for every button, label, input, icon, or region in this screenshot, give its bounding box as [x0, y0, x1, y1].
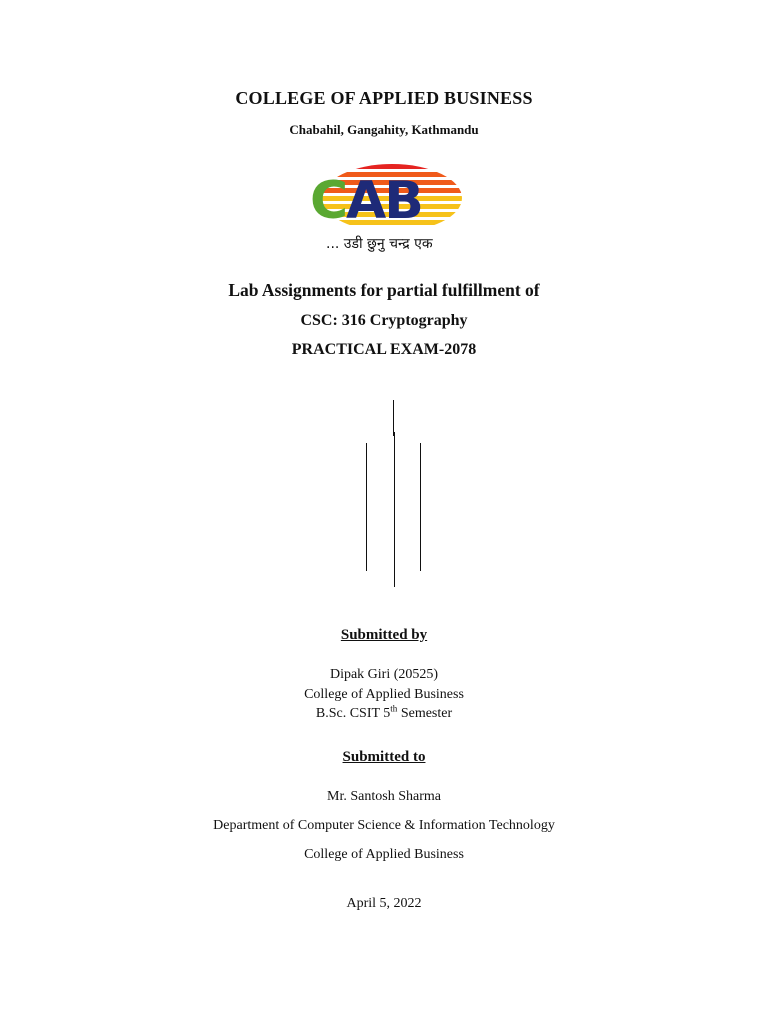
college-name: COLLEGE OF APPLIED BUSINESS: [235, 88, 533, 108]
submitted-to-heading: Submitted to: [342, 749, 426, 765]
decorative-line: [394, 432, 395, 587]
program-suffix: Semester: [397, 706, 453, 721]
logo-tagline: ... उडी छुनु चन्द्र एक: [326, 236, 433, 252]
course-title: CSC: 316 Cryptography: [300, 312, 468, 329]
student-program: [0, 703, 768, 722]
logo-letters-ab: AB: [346, 171, 422, 231]
supervisor-name: Mr. Santosh Sharma: [327, 789, 441, 804]
submitted-by-heading: Submitted by: [340, 627, 428, 643]
program-superscript: th: [390, 703, 398, 714]
lab-assignment-line: Lab Assignments for partial fulfillment of: [228, 280, 540, 300]
submission-date: April 5, 2022: [346, 896, 422, 911]
supervisor-college: College of Applied Business: [304, 847, 464, 862]
exam-title: PRACTICAL EXAM-2078: [291, 341, 477, 358]
logo-stripe: [304, 164, 464, 169]
decorative-line: [393, 400, 394, 436]
student-name: Dipak Giri (20525): [329, 667, 439, 682]
student-college: College of Applied Business: [304, 687, 464, 702]
program-text: B.Sc. CSIT 5: [315, 706, 391, 721]
decorative-line: [420, 443, 421, 571]
department-name: Department of Computer Science & Information Technology: [213, 818, 555, 833]
logo-letter-c: C: [310, 171, 347, 231]
decorative-line: [366, 443, 367, 571]
college-address: Chabahil, Gangahity, Kathmandu: [289, 122, 479, 137]
cab-logo: [304, 160, 464, 256]
